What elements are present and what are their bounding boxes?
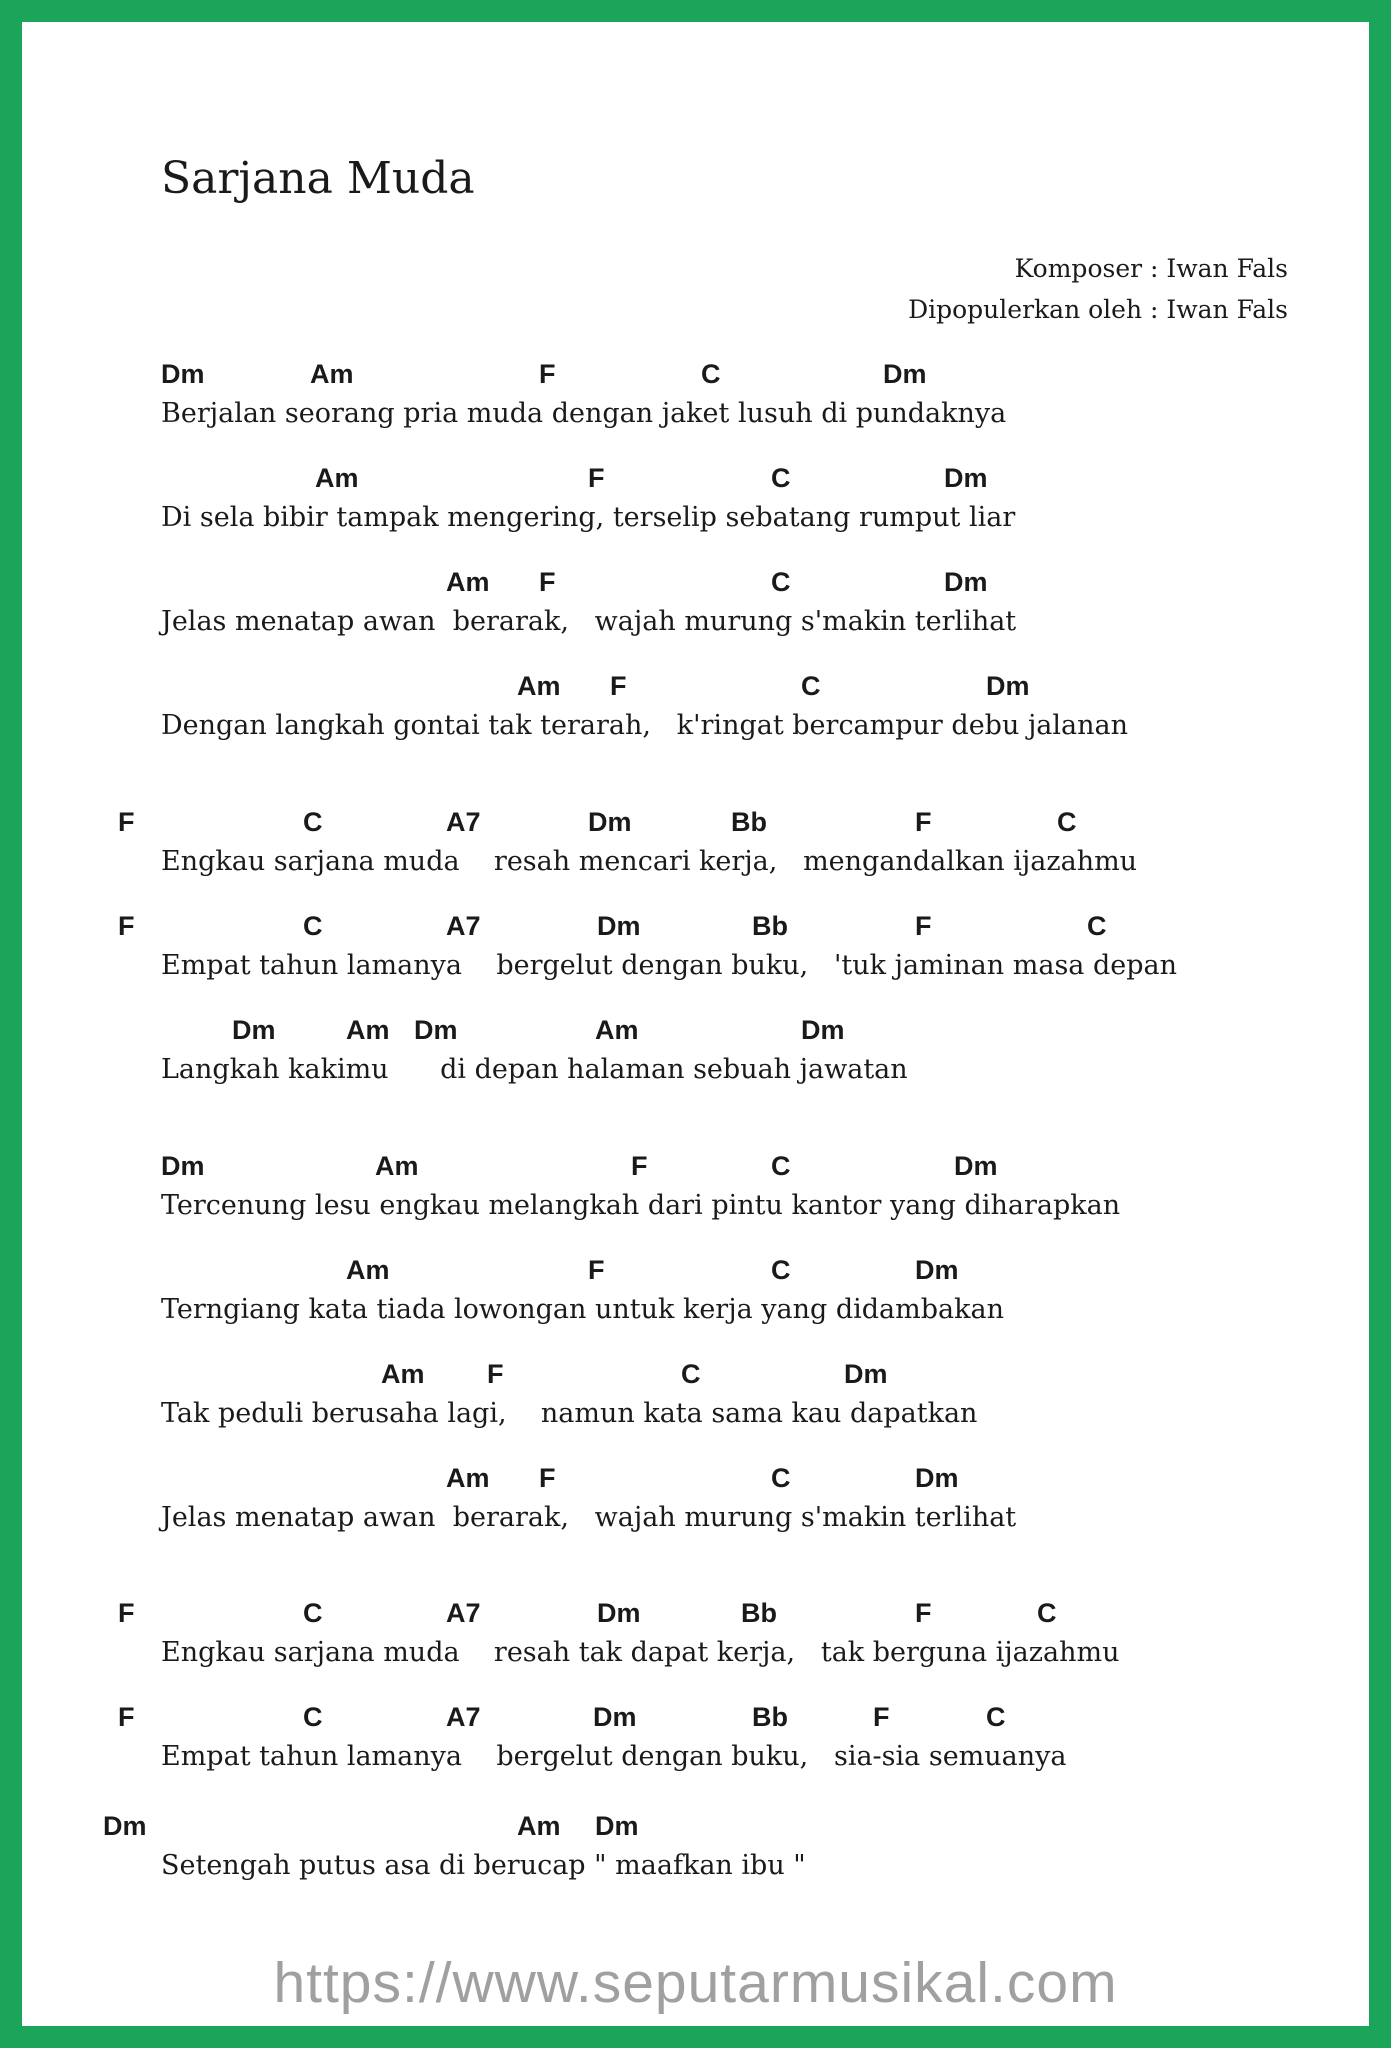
chord: F <box>118 807 135 837</box>
chord: Am <box>315 463 359 493</box>
chord: F <box>539 359 556 389</box>
chord: Am <box>310 359 354 389</box>
lyric-line: Engkau sarjana muda resah tak dapat kerja, tak berguna ijazahmu <box>161 1637 1120 1668</box>
chord: C <box>801 671 821 701</box>
chord: Dm <box>588 807 632 837</box>
chord: A7 <box>446 1598 481 1628</box>
chord: Dm <box>597 1598 641 1628</box>
chord: Am <box>381 1359 425 1389</box>
chord: F <box>118 911 135 941</box>
chord: Bb <box>752 1702 788 1732</box>
chord: Am <box>346 1255 390 1285</box>
chord: A7 <box>446 911 481 941</box>
chord: F <box>631 1151 648 1181</box>
chord: Dm <box>232 1015 276 1045</box>
chord: A7 <box>446 807 481 837</box>
lyric-line: Terngiang kata tiada lowongan untuk kerja yang didambakan <box>161 1294 1004 1325</box>
chord: Bb <box>731 807 767 837</box>
chord: F <box>118 1702 135 1732</box>
lyric-line: Di sela bibir tampak mengering, terselip sebatang rumput liar <box>161 502 1016 533</box>
chord: C <box>771 1463 791 1493</box>
chord: Dm <box>954 1151 998 1181</box>
lyric-line: Langkah kakimu di depan halaman sebuah jawatan <box>161 1054 908 1085</box>
chord: F <box>915 807 932 837</box>
chord: C <box>701 359 721 389</box>
chord: Dm <box>944 463 988 493</box>
chord: Dm <box>944 567 988 597</box>
chord: C <box>771 1255 791 1285</box>
chord: Am <box>517 671 561 701</box>
chord: Dm <box>915 1255 959 1285</box>
chord: Dm <box>161 1151 205 1181</box>
chord: C <box>1037 1598 1057 1628</box>
lyric-line: Empat tahun lamanya bergelut dengan buku, sia-sia semuanya <box>161 1741 1067 1772</box>
lyric-line: Jelas menatap awan berarak, wajah murung s'makin terlihat <box>161 1502 1017 1533</box>
chord: F <box>539 1463 556 1493</box>
chord: C <box>1087 911 1107 941</box>
composer-credit: Komposer : Iwan Fals <box>1014 254 1288 283</box>
chord: Dm <box>844 1359 888 1389</box>
chord: F <box>588 463 605 493</box>
chord: Am <box>375 1151 419 1181</box>
chord: Dm <box>593 1702 637 1732</box>
popularized-credit: Dipopulerkan oleh : Iwan Fals <box>908 295 1288 324</box>
chord: F <box>487 1359 504 1389</box>
watermark-url: https://www.seputarmusikal.com <box>273 1951 1118 2015</box>
chord: F <box>915 1598 932 1628</box>
chord: Dm <box>986 671 1030 701</box>
chord: F <box>610 671 627 701</box>
lyric-line: Empat tahun lamanya bergelut dengan buku, 'tuk jaminan masa depan <box>161 950 1178 981</box>
chord: Am <box>446 567 490 597</box>
chord: F <box>588 1255 605 1285</box>
song-title: Sarjana Muda <box>161 153 475 204</box>
chord: Bb <box>741 1598 777 1628</box>
lyric-line: Dengan langkah gontai tak terarah, k'ringat bercampur debu jalanan <box>161 710 1129 741</box>
chord: C <box>303 1702 323 1732</box>
chord: C <box>771 463 791 493</box>
lyric-line: Tak peduli berusaha lagi, namun kata sama kau dapatkan <box>161 1398 978 1429</box>
chord: C <box>771 567 791 597</box>
lyric-line: Jelas menatap awan berarak, wajah murung s'makin terlihat <box>161 606 1017 637</box>
lyric-line: Setengah putus asa di berucap " maafkan ibu " <box>161 1850 806 1881</box>
chord: C <box>986 1702 1006 1732</box>
chord: Dm <box>597 911 641 941</box>
chord: C <box>1057 807 1077 837</box>
chord: Am <box>595 1015 639 1045</box>
chord: C <box>771 1151 791 1181</box>
chord: Bb <box>752 911 788 941</box>
chord: Dm <box>103 1811 147 1841</box>
chord: Dm <box>801 1015 845 1045</box>
chord: Am <box>446 1463 490 1493</box>
chord: F <box>118 1598 135 1628</box>
chord: C <box>681 1359 701 1389</box>
lyric-line: Tercenung lesu engkau melangkah dari pintu kantor yang diharapkan <box>161 1190 1121 1221</box>
chord: C <box>303 1598 323 1628</box>
chord: C <box>303 807 323 837</box>
lyric-line: Berjalan seorang pria muda dengan jaket lusuh di pundaknya <box>161 398 1007 429</box>
chord: Dm <box>915 1463 959 1493</box>
chord: Dm <box>883 359 927 389</box>
chord: Am <box>346 1015 390 1045</box>
chord: Dm <box>414 1015 458 1045</box>
chord: F <box>539 567 556 597</box>
chord: Dm <box>595 1811 639 1841</box>
lyric-line: Engkau sarjana muda resah mencari kerja, mengandalkan ijazahmu <box>161 846 1138 877</box>
chord: A7 <box>446 1702 481 1732</box>
chord: Dm <box>161 359 205 389</box>
chord: C <box>303 911 323 941</box>
chord: F <box>915 911 932 941</box>
chord: F <box>873 1702 890 1732</box>
chord: Am <box>517 1811 561 1841</box>
